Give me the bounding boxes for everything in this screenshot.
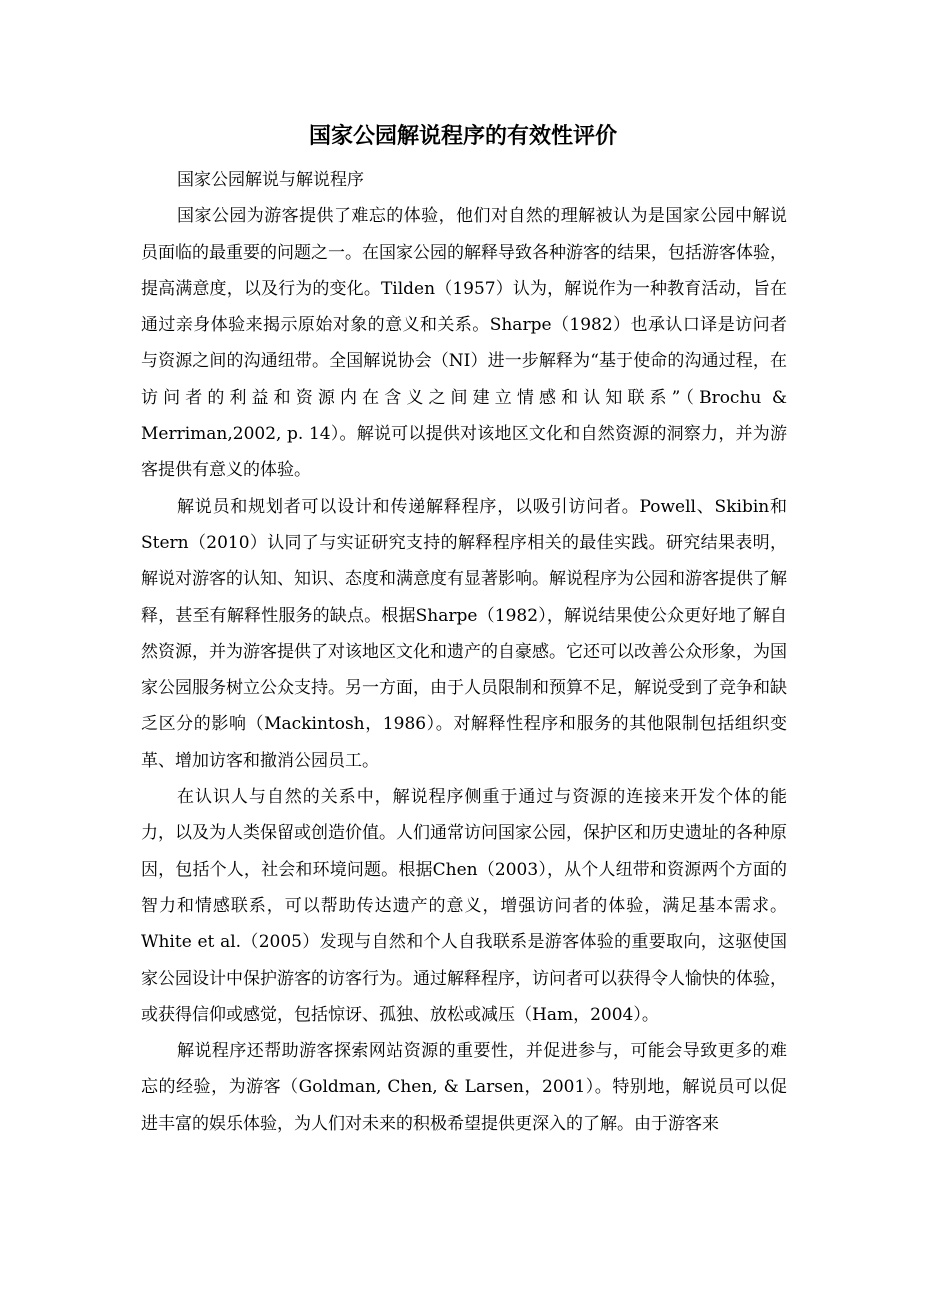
section-heading: 国家公园解说与解说程序	[177, 170, 364, 190]
paragraph-4: 解说程序还帮助游客探索网站资源的重要性，并促进参与，可能会导致更多的难忘的经验，为游客（Goldman, Chen, & Larsen，2001）。特别地，解说员可以促进丰富的娱乐体验，为人们对未来的积极希望提供更深入的了解。由于游客来	[141, 1041, 787, 1134]
paragraph-1: 国家公园为游客提供了难忘的体验，他们对自然的理解被认为是国家公园中解说员面临的最重要的问题之一。在国家公园的解释导致各种游客的结果，包括游客体验，提高满意度，以及行为的变化。Tilden（1957）认为，解说作为一种教育活动，旨在通过亲身体验来揭示原始对象的意义和关系。Sharpe（1982）也承认口译是访问者与资源之间的沟通纽带。全国解说协会（NI）进一步解释为“基于使命的沟通过程，在访问者的利益和资源内在含义之间建立情感和认知联系”（Brochu & Merriman,2002, p. 14）。解说可以提供对该地区文化和自然资源的洞察力，并为游客提供有意义的体验。	[141, 206, 787, 481]
document-body	[141, 162, 787, 1142]
paragraph-2: 解说员和规划者可以设计和传递解释程序，以吸引访问者。Powell、Skibin和Stern（2010）认同了与实证研究支持的解释程序相关的最佳实践。研究结果表明，解说对游客的认知、知识、态度和满意度有显著影响。解说程序为公园和游客提供了解释，甚至有解释性服务的缺点。根据Sharpe（1982），解说结果使公众更好地了解自然资源，并为游客提供了对该地区文化和遗产的自豪感。它还可以改善公众形象，为国家公园服务树立公众支持。另一方面，由于人员限制和预算不足，解说受到了竞争和缺乏区分的影响（Mackintosh，1986）。对解释性程序和服务的其他限制包括组织变革、增加访客和撤消公园员工。	[141, 496, 787, 771]
paragraph-3: 在认识人与自然的关系中，解说程序侧重于通过与资源的连接来开发个体的能力，以及为人类保留或创造价值。人们通常访问国家公园，保护区和历史遗址的各种原因，包括个人，社会和环境问题。根据Chen（2003），从个人纽带和资源两个方面的智力和情感联系，可以帮助传达遗产的意义，增强访问者的体验，满足基本需求。White et al.（2005）发现与自然和个人自我联系是游客体验的重要取向，这驱使国家公园设计中保护游客的访客行为。通过解释程序，访问者可以获得令人愉快的体验，或获得信仰或感觉，包括惊讶、孤独、放松或减压（Ham，2004）。	[141, 787, 787, 1025]
document-title: 国家公园解说程序的有效性评价	[308, 124, 617, 149]
